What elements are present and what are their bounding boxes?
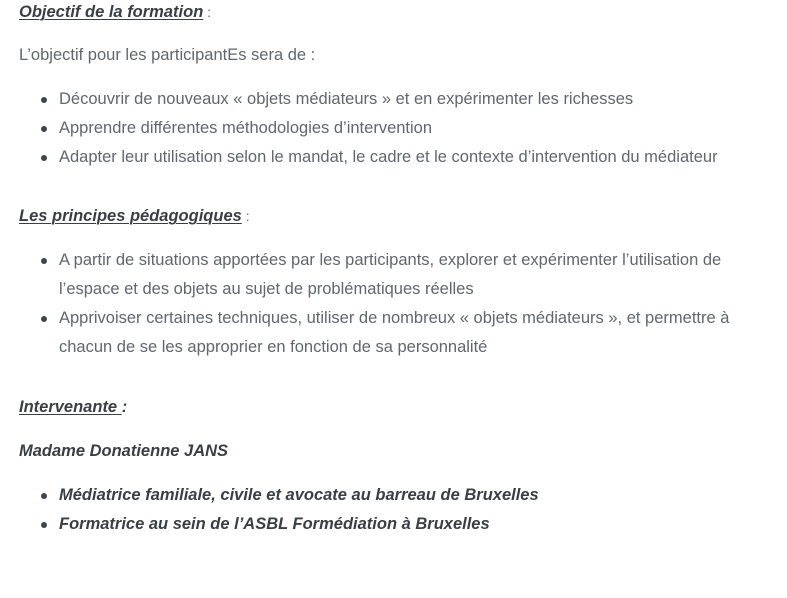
list-item: Apprendre différentes méthodologies d’intervention: [0, 114, 770, 143]
speaker-heading-title: Intervenante: [19, 398, 122, 416]
speaker-heading: [19, 395, 127, 419]
list-item: Adapter leur utilisation selon le mandat, le cadre et le contexte d’intervention du médiateur: [0, 143, 770, 172]
speaker-name: Madame Donatienne JANS: [19, 442, 229, 460]
list-item: Découvrir de nouveaux « objets médiateurs » et en expérimenter les richesses: [0, 85, 770, 114]
objective-heading: [19, 0, 211, 24]
objective-intro: L’objectif pour les participantEs sera de :: [19, 46, 316, 64]
speaker-list: [0, 481, 770, 539]
list-item: A partir de situations apportées par les participants, explorer et expérimenter l’utilisation de l’espace et des objets au sujet de problématiques réelles: [0, 246, 770, 304]
principles-heading-title: Les principes pédagogiques: [19, 207, 242, 225]
objective-heading-title: Objectif de la formation: [19, 3, 204, 21]
speaker-heading-colon: :: [121, 398, 128, 416]
objective-heading-colon: :: [203, 4, 212, 20]
principles-list: [0, 246, 770, 362]
objective-list: [0, 85, 770, 172]
principles-heading: [19, 204, 250, 228]
list-item: Formatrice au sein de l’ASBL Formédiation à Bruxelles: [0, 510, 770, 539]
principles-heading-colon: :: [241, 208, 250, 224]
list-item: Médiatrice familiale, civile et avocate au barreau de Bruxelles: [0, 481, 770, 510]
list-item: Apprivoiser certaines techniques, utiliser de nombreux « objets médiateurs », et permettre à chacun de se les approprier en fonction de sa personnalité: [0, 304, 770, 362]
